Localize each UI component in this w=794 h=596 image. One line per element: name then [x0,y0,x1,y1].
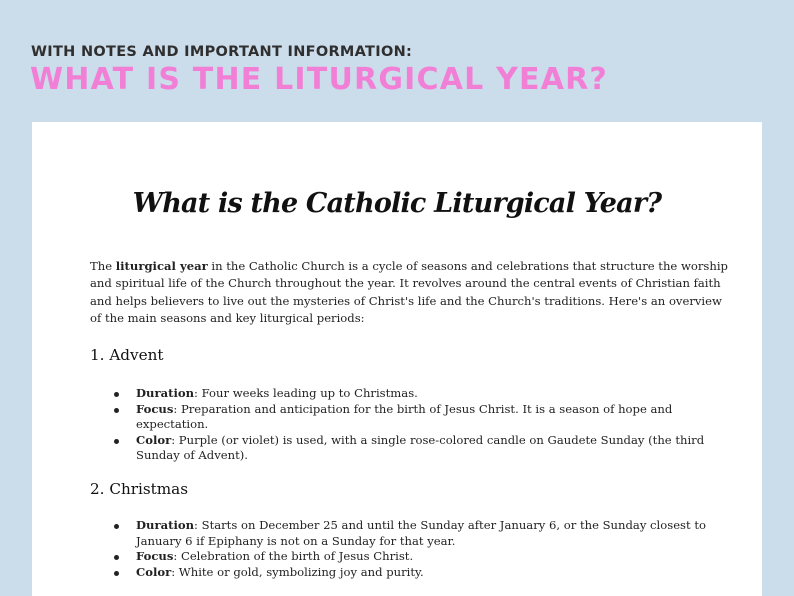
intro-rest: in the Catholic Church is a cycle of seasons and celebrations that structure the worship and spiritual life of the Church throughout the year. It revolves around the central events of Christian faith and helps believers to live out the mysteries of Christ's life and the Church's traditions. Here's an overview of the main seasons and key liturgical periods: [90,259,728,325]
item-key: Color [136,432,172,447]
item-key: Duration [136,386,195,400]
item-text: : Celebration of the birth of Jesus Christ. [173,549,414,564]
list-item [90,518,710,549]
christmas-bullet-list [90,518,710,580]
list-item [90,549,710,565]
section-heading-advent: 1. Advent [90,346,164,364]
bullet-icon [114,392,119,397]
item-key: Focus [136,549,174,564]
advent-bullet-list [90,386,710,464]
bullet-icon [114,524,119,529]
item-text: : White or gold, symbolizing joy and purity. [171,564,424,579]
item-key: Duration [136,518,195,532]
item-text: : Preparation and anticipation for the birth of Jesus Christ. It is a season of hope and expectation. [136,401,673,432]
intro-paragraph [90,258,730,327]
bullet-icon [114,555,119,560]
list-item [90,402,710,433]
intro-bold-term: liturgical year [115,259,208,273]
item-text: : Purple (or violet) is used, with a single rose-colored candle on Gaudete Sunday (the third Sunday of Advent). [136,432,705,463]
item-key: Focus [136,401,174,416]
bullet-icon [114,408,119,413]
banner-subtitle: WITH NOTES AND IMPORTANT INFORMATION: [31,44,413,60]
list-item [90,565,710,581]
bullet-icon [114,439,119,444]
item-key: Color [136,564,172,579]
document-title: What is the Catholic Liturgical Year? [132,188,662,219]
intro-lead: The [90,259,116,273]
bullet-icon [114,571,119,576]
item-text: : Four weeks leading up to Christmas. [194,386,418,400]
list-item [90,433,710,464]
banner-title: WHAT IS THE LITURGICAL YEAR? [30,62,609,97]
list-item [90,386,710,402]
section-heading-christmas: 2. Christmas [90,480,188,498]
item-text: : Starts on December 25 and until the Sunday after January 6, or the Sunday closest to January 6 if Epiphany is not on a Sunday for that year. [136,518,706,548]
document-page [32,122,762,596]
